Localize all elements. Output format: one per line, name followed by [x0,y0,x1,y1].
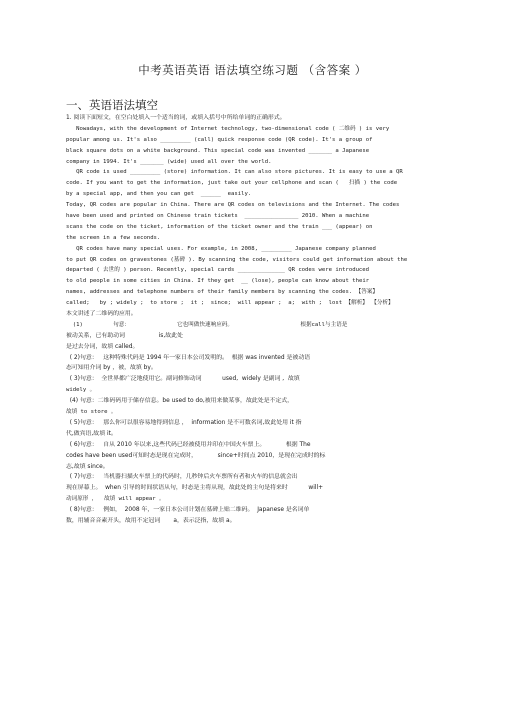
text-line: 本文讲述了二维码的应用。 [66,311,137,318]
text-line: Today, QR codes are popular in China. There are QR codes on televisions and the Internet. The codes [66,202,400,209]
text-line: scans the code on the ticket, information of the ticket owner and the train ___ (appear) on [66,223,373,230]
text-line: widely 。 [66,387,96,394]
text-line: (4) 句意：二维码码用于储存信息。be used to do,被用来做某事，故此处是不定式， [66,398,294,405]
text-line: company in 1994. It's _______ (wide) used all over the world. [66,158,272,165]
document-title: 中考英语英语 语法填空练习题 （含答案 ） [138,63,367,77]
text-line: have been used and printed on Chinese train tickets ________________ 2010. When a machine [66,213,370,220]
text-line: ( 2)句意： 这种特殊代码是 1994 年一家日本公司发明的。 根据 was invented 是被动语 [66,354,311,361]
text-line: by a special app, and then you can get ______ easily. [66,191,252,198]
text-line: black square dots on a white background. This special code was invented _______ a Japanese [66,147,370,154]
text-line: 志,故填 since。 [66,463,109,470]
text-line: ( 5)句意： 那么你可以很容易地得到信息 ， information 是不可数名词,故此处用 it 指 [66,419,302,426]
text-line: ( 3)句意： 全世界都广泛地使用它。副词修饰动词 used, widely 是副词 , 故填 [66,376,300,383]
text-line: (1) 句意： 它也叫做快速响应码。 根据call与主语是 [66,321,348,328]
text-line: 态可知用介词 by ，被，故填 by。 [66,365,157,372]
text-line: 代,做宾语,故填 it。 [66,430,117,437]
text-line: 动词原形 ， 故填 will appear 。 [66,496,165,503]
text-line: the screen in a few seconds. [66,234,161,241]
text-line: 是过去分词，故填 called。 [66,343,139,350]
text-line: ( 7)句意： 当机器扫描火车票上的代码时，几秒钟后火车票所有者和火车的信息就会出 [66,474,298,481]
text-line: departed ( 去世的 ) person. Recently, special cards ______________ QR codes were introduced [66,267,370,274]
text-line: to old people in some cities in China. If they get __ (lose), people can know about their [66,278,370,285]
text-line: QR codes have many special uses. For example, in 2008, _________ Japanese company planned [66,245,376,252]
text-line: 故填 to store 。 [66,409,117,416]
text-line: 1. 阅读下面短文，在空白处填入一个适当的词，或填入括号中所给单词的正确形式。 [66,115,286,121]
text-line: names, addresses and telephone numbers of their family members by scanning the codes. 【答案】 [66,289,378,296]
text-line: Nowadays, with the development of Internet technology, two-dimensional code ( 二维码 ) is very [66,125,390,132]
text-line: 现在屏幕上。 when 引导的时间状语从句，时态是主将从现，故此处的主句是将来时 will+ [66,485,324,492]
text-line: called; by ; widely ; to store ; it ; since; will appear ; a; with ; lost 【解析】 【分析】 [66,300,394,307]
text-line: 数，用辅音音素开头，故用不定冠词 a，表示泛指，故填 a。 [66,517,236,524]
text-line: 被动关系，已有助动词 is,故此处 [66,332,183,339]
exercise-body [66,113,451,527]
section-heading: 一、英语语法填空 [66,98,158,112]
text-line: to put QR codes on gravestones (墓碑 ). By scanning the code, visitors could get information about the [66,256,408,263]
text-line: ( 6)句意： 自从 2010 年以来,这些代码已经被使用并印在中国火车票上。 根据 The [66,441,311,448]
text-line: QR code is used _________ (store) information. It can also store pictures. It is easy to use a QR [66,169,403,176]
text-line: popular among us. It's also _________ (call) quick response code (QR code). It's a group of [66,136,373,143]
text-line: code. If you want to get the information, just take out your cellphone and scan ( 扫描 ) the code [66,180,398,187]
text-line: ( 8)句意： 例如， 2008 年，一家日本公司计划在墓碑上贴二维码。 Japanese 是名词单 [66,507,310,514]
text-line: codes have been used可知时态是现在完成时， since+时间点 2010，是现在完成时的标 [66,452,326,459]
